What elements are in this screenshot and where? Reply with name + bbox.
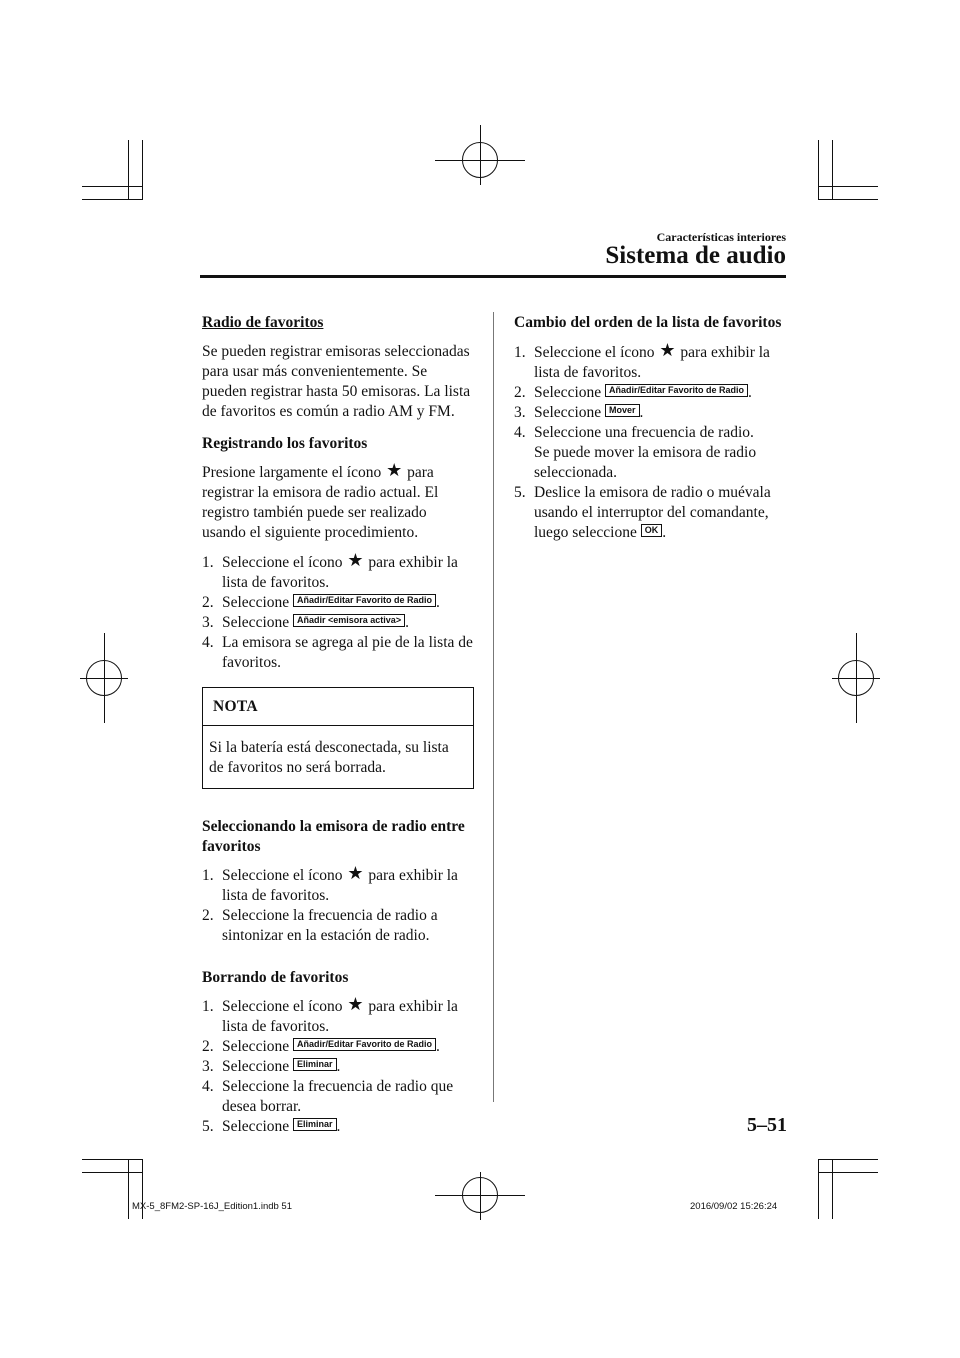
list-item: 1. Seleccione el ícono ★ para exhibir la lista de favoritos. — [202, 863, 458, 904]
note-title: NOTA — [203, 688, 473, 726]
radio-favorites-heading: Radio de favoritos — [202, 314, 324, 331]
selecting-heading: Seleccionando la emisora de radio entre favoritos — [202, 818, 465, 855]
list-item: 1. Seleccione el ícono ★ para exhibir la lista de favoritos. — [514, 340, 770, 381]
list-item: 2. Seleccione la frecuencia de radio a sintonizar en la estación de radio. — [202, 907, 438, 944]
list-item: 1. Seleccione el ícono ★ para exhibir la lista de favoritos. — [202, 994, 458, 1035]
star-icon: ★ — [347, 550, 364, 571]
intro-paragraph: Se pueden registrar emisoras seleccionadas para usar más convenientemente. Se pueden registrar hasta 50 emisoras. La lista de favoritos es común a radio AM y FM. — [202, 343, 471, 420]
left-column — [202, 313, 474, 1137]
section-label: Características interiores — [656, 230, 786, 244]
add-active-station-button: Añadir <emisora activa> — [293, 614, 405, 627]
add-edit-favorite-button: Añadir/Editar Favorito de Radio — [605, 384, 748, 397]
list-item: 1. Seleccione el ícono ★ para exhibir la lista de favoritos. — [202, 550, 458, 591]
page-title: Sistema de audio — [605, 242, 786, 269]
deleting-heading: Borrando de favoritos — [202, 969, 349, 986]
note-text: Si la batería está desconectada, su lista de favoritos no será borrada. — [209, 739, 449, 776]
add-edit-favorite-button: Añadir/Editar Favorito de Radio — [293, 594, 436, 607]
list-item: 3. Seleccione Mover . — [514, 404, 644, 421]
list-item: 5. Deslice la emisora de radio o muévala usando el interruptor del comandante, luego seleccione OK . — [514, 484, 771, 541]
list-item: 3. Seleccione Eliminar . — [202, 1058, 341, 1075]
list-item: 5. Seleccione Eliminar . — [202, 1118, 341, 1135]
star-icon: ★ — [347, 994, 364, 1015]
registering-steps — [202, 550, 474, 673]
ok-button: OK — [641, 524, 663, 537]
list-item: 2. Seleccione Añadir/Editar Favorito de Radio . — [202, 594, 440, 611]
column-divider — [493, 312, 494, 1102]
add-edit-favorite-button: Añadir/Editar Favorito de Radio — [293, 1038, 436, 1051]
right-column — [514, 313, 788, 543]
list-item: 4. Seleccione la frecuencia de radio que desea borrar. — [202, 1078, 454, 1115]
deleting-steps — [202, 994, 474, 1137]
delete-button: Eliminar — [293, 1058, 337, 1071]
list-item: 4. Seleccione una frecuencia de radio. Se puede mover la emisora de radio seleccionada. — [514, 424, 757, 481]
list-item: 3. Seleccione Añadir <emisora activa> . — [202, 614, 409, 631]
registering-heading: Registrando los favoritos — [202, 435, 368, 452]
list-item: 4. La emisora se agrega al pie de la lista de favoritos. — [202, 634, 473, 671]
footer-timestamp: 2016/09/02 15:26:24 — [690, 1201, 778, 1212]
footer-file: MX-5_8FM2-SP-16J_Edition1.indb 51 — [132, 1201, 293, 1212]
star-icon: ★ — [386, 460, 403, 481]
star-icon: ★ — [659, 340, 676, 361]
selecting-steps — [202, 863, 474, 946]
star-icon: ★ — [347, 863, 364, 884]
page-number: 5–51 — [747, 1114, 787, 1136]
reorder-heading: Cambio del orden de la lista de favoritos — [514, 314, 782, 331]
note-box — [202, 687, 474, 789]
registering-paragraph: Presione largamente el ícono ★ para registrar la emisora de radio actual. El registro también puede ser realizado usando el siguiente procedimiento. — [202, 460, 439, 541]
list-item: 2. Seleccione Añadir/Editar Favorito de Radio . — [202, 1038, 440, 1055]
move-button: Mover — [605, 404, 640, 417]
delete-button: Eliminar — [293, 1118, 337, 1131]
reorder-steps — [514, 340, 788, 543]
header-rule — [200, 275, 786, 278]
list-item: 2. Seleccione Añadir/Editar Favorito de Radio . — [514, 384, 752, 401]
